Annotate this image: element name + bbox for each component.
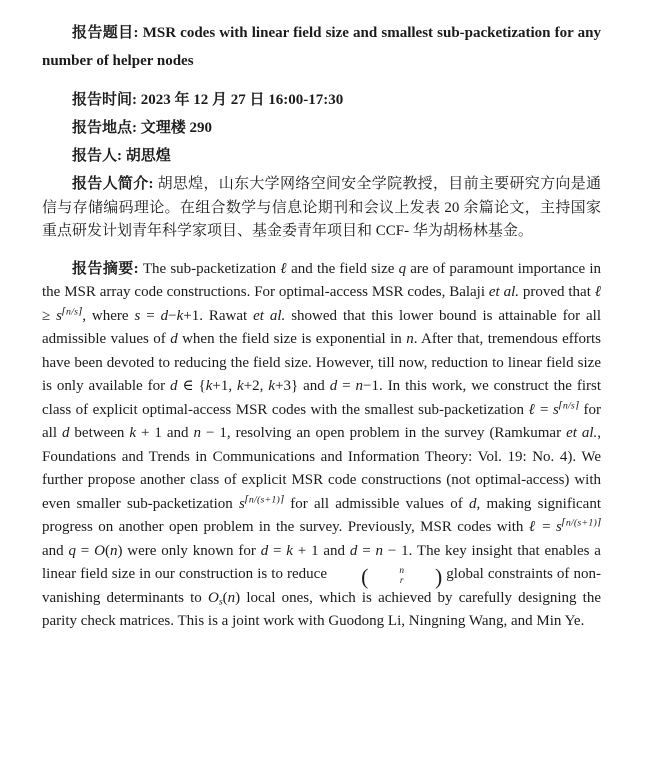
- text-segment: ⌈n/s⌉: [62, 306, 83, 318]
- text-segment: + 1 and: [292, 542, 350, 559]
- text-segment: d: [349, 542, 358, 559]
- text-segment: ≥: [42, 307, 57, 324]
- text-segment: =: [140, 307, 161, 324]
- text-segment: ℓ: [280, 260, 287, 277]
- text-segment: global constraints of non-vanishing determinants to: [42, 566, 601, 606]
- text-segment: O: [94, 542, 105, 559]
- text-segment: s: [555, 519, 562, 535]
- text-segment: d: [170, 331, 178, 347]
- report-abstract: [42, 258, 601, 634]
- text-segment: between: [69, 425, 130, 441]
- text-segment: k: [268, 378, 276, 394]
- text-segment: n: [109, 542, 118, 559]
- text-segment: =: [536, 519, 556, 535]
- text-segment: +3} and: [275, 378, 330, 394]
- text-segment: (: [222, 589, 228, 606]
- text-segment: ⌈n/(s+1)⌉: [244, 494, 285, 506]
- field-label: 报告地点:: [72, 120, 141, 136]
- text-segment: d: [468, 495, 477, 512]
- text-segment: +1. Rawat: [183, 307, 254, 324]
- report-time: [42, 89, 601, 113]
- text-segment: are of paramount importance in the MSR array code constructions. For optimal-access MSR codes, Balaji: [42, 260, 601, 300]
- text-segment: et al.: [253, 307, 286, 324]
- text-segment: , Foundations and Trends in Communications and Information Theory: Vol. 19: No. 4). We further propose another class of explicit MSR code constructions (not optimal-access) with even smaller sub-packetization: [42, 425, 602, 512]
- text-segment: k: [286, 542, 293, 559]
- text-segment: d: [160, 307, 169, 324]
- text-segment: n: [193, 425, 202, 441]
- text-segment: =: [535, 401, 553, 418]
- field-label: 报告摘要:: [72, 260, 143, 277]
- text-segment: d: [170, 378, 178, 394]
- text-segment: ℓ: [594, 284, 601, 300]
- text-segment: n: [375, 542, 383, 559]
- report-title: [42, 19, 601, 75]
- text-segment: k: [205, 378, 213, 394]
- text-segment: and the field size: [286, 260, 399, 277]
- text-segment: −: [168, 307, 177, 324]
- text-segment: d: [61, 425, 70, 441]
- text-segment: q: [68, 542, 76, 559]
- text-segment: =: [75, 542, 95, 559]
- text-segment: MSR codes with linear field size and smallest sub-packetization for any number of helper nodes: [42, 25, 601, 69]
- text-segment: et al.: [488, 284, 519, 300]
- text-segment: k: [129, 425, 137, 441]
- report-location: [42, 117, 601, 141]
- text-segment: q: [398, 260, 407, 277]
- text-segment: 2023 年 12 月 27 日 16:00-17:30: [140, 92, 344, 108]
- text-segment: 胡思煌: [125, 148, 171, 164]
- field-label: 报告人简介:: [72, 176, 158, 192]
- text-segment: 胡思煌，山东大学网络空间安全学院教授，目前主要研究方向是通信与存储编码理论。在组合数学与信息论期刊和会议上发表 20 余篇论文，主持国家重点研发计划青年科学家项目、基金委青年项目和 CCF- 华为胡杨林基金。: [42, 176, 601, 239]
- text-segment: =: [357, 542, 376, 559]
- text-segment: k: [237, 378, 244, 394]
- text-segment: ℓ: [528, 519, 537, 535]
- text-segment: The sub-packetization: [142, 260, 281, 277]
- speaker-bio: [42, 173, 601, 244]
- text-segment: proved that: [519, 284, 595, 300]
- text-segment: s: [134, 307, 141, 324]
- text-segment: ) local ones, which is achieved by carefully designing the parity check matrices. This is a joint work with Guodong Li, Ningning Wang, and Min Ye.: [42, 589, 601, 630]
- text-segment: ⌈n/(s+1)⌉: [561, 517, 602, 529]
- text-segment: +2,: [243, 378, 269, 394]
- text-segment: n: [406, 331, 414, 347]
- text-segment: . After that, tremendous efforts have been devoted to reducing the field size. However, till now, reduction to linear field size is only available for: [42, 331, 601, 394]
- text-segment: s: [56, 307, 62, 324]
- text-segment: for all admissible values of: [284, 495, 469, 512]
- text-segment: for all: [42, 401, 601, 441]
- text-segment: and: [42, 542, 69, 559]
- text-segment: −1. In this work, we construct the first class of explicit optimal-access MSR codes with the smallest sub-packetization: [42, 378, 601, 418]
- report-speaker: [42, 145, 601, 169]
- field-label: 报告人:: [72, 148, 126, 164]
- text-segment: n: [227, 589, 236, 606]
- text-segment: k: [176, 307, 184, 324]
- text-segment: =: [337, 378, 356, 394]
- text-segment: when the field size is exponential in: [177, 331, 407, 347]
- binomial-coefficient: ( n r ): [361, 565, 443, 589]
- text-segment: ℓ: [528, 401, 536, 418]
- text-segment: s: [238, 495, 245, 512]
- text-segment: n: [355, 378, 364, 394]
- text-segment: s: [218, 596, 223, 608]
- text-segment: − 1, resolving an open problem in the survey (Ramkumar: [201, 425, 567, 441]
- text-segment: d: [260, 542, 269, 559]
- text-segment: =: [268, 542, 287, 559]
- text-segment: s: [552, 401, 559, 418]
- text-segment: O: [207, 589, 219, 606]
- text-segment: ) were only known for: [117, 542, 261, 559]
- text-segment: , where: [82, 307, 135, 324]
- text-segment: et al.: [566, 425, 598, 441]
- text-segment: , making significant progress on another open problem in the survey. Previously, MSR codes with: [42, 495, 601, 535]
- text-segment: d: [329, 378, 338, 394]
- text-segment: (: [104, 542, 110, 559]
- text-segment: ⌈n/s⌉: [558, 400, 580, 412]
- text-segment: +1,: [212, 378, 238, 394]
- text-segment: 文理楼 290: [140, 120, 213, 136]
- text-segment: showed that this lower bound is attainable for all admissible values of: [42, 307, 601, 347]
- field-label: 报告时间:: [72, 92, 141, 108]
- text-segment: − 1. The key insight that enables a linear field size in our construction is to reduce: [42, 542, 601, 582]
- text-segment: + 1 and: [136, 425, 194, 441]
- field-label: 报告题目:: [72, 25, 143, 41]
- text-segment: ∈ {: [177, 378, 206, 394]
